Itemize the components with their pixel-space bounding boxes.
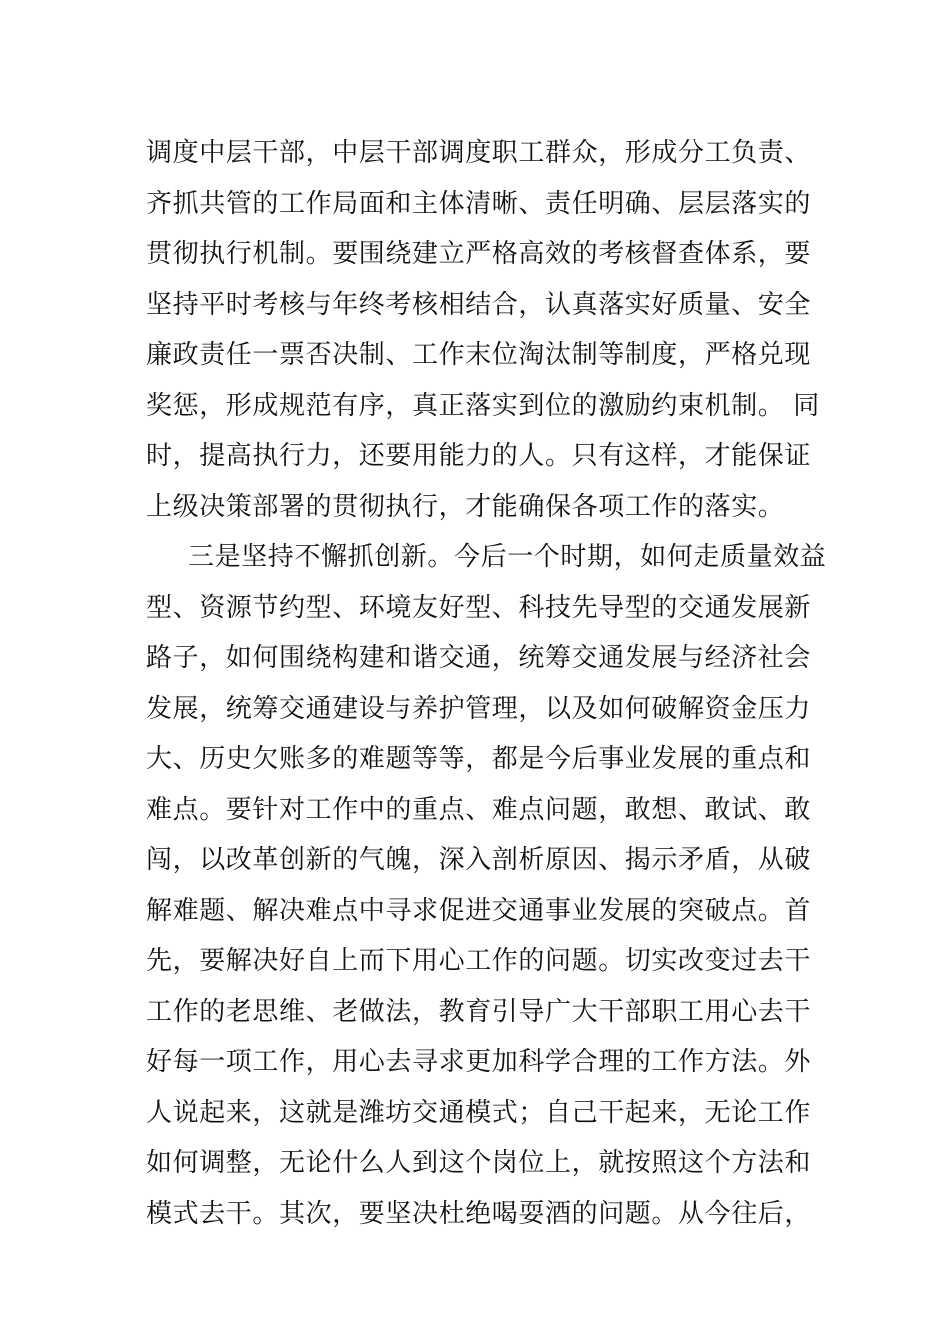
text-line: 难点。要针对工作中的重点、难点问题，敢想、敢试、敢	[146, 794, 812, 825]
text-line: 上级决策部署的贯彻执行，才能确保各项工作的落实。	[146, 491, 785, 522]
text-line: 人说起来，这就是潍坊交通模式；自己干起来，无论工作	[146, 1097, 812, 1128]
text-line: 发展，统筹交通建设与养护管理，以及如何破解资金压力	[146, 693, 812, 724]
text-line: 闯，以改革创新的气魄，深入剖析原因、揭示矛盾，从破	[146, 845, 812, 875]
text-line: 坚持平时考核与年终考核相结合，认真落实好质量、安全	[146, 289, 812, 320]
text-line: 贯彻执行机制。要围绕建立严格高效的考核督查体系，要	[146, 239, 812, 269]
text-line: 好每一项工作，用心去寻求更加科学合理的工作方法。外	[146, 1047, 812, 1077]
text-line: 大、历史欠账多的难题等等，都是今后事业发展的重点和	[146, 744, 812, 774]
text-line: 路子，如何围绕构建和谐交通，统筹交通发展与经济社会	[146, 643, 812, 673]
text-line: 模式去干。其次，要坚决杜绝喝耍酒的问题。从今往后，	[146, 1198, 812, 1229]
text-line: 时，提高执行力，还要用能力的人。只有这样，才能保证	[146, 441, 812, 471]
text-line: 型、资源节约型、环境友好型、科技先导型的交通发展新	[146, 592, 812, 623]
text-line: 奖惩，形成规范有序，真正落实到位的激励约束机制。 同	[146, 390, 820, 421]
text-line: 齐抓共管的工作局面和主体清晰、责任明确、层层落实的	[146, 188, 812, 219]
body-text	[146, 128, 827, 1239]
text-line: 工作的老思维、老做法，教育引导广大干部职工用心去干	[146, 996, 812, 1027]
paragraph-start-line: 三是坚持不懈抓创新。今后一个时期，如何走质量效益	[188, 542, 827, 572]
text-line: 如何调整，无论什么人到这个岗位上，就按照这个方法和	[146, 1148, 812, 1178]
text-line: 先，要解决好自上而下用心工作的问题。切实改变过去干	[146, 946, 812, 976]
text-line: 廉政责任一票否决制、工作末位淘汰制等制度，严格兑现	[146, 340, 812, 370]
text-line: 调度中层干部，中层干部调度职工群众，形成分工负责、	[146, 138, 812, 168]
text-line: 解难题、解决难点中寻求促进交通事业发展的突破点。首	[146, 895, 812, 926]
